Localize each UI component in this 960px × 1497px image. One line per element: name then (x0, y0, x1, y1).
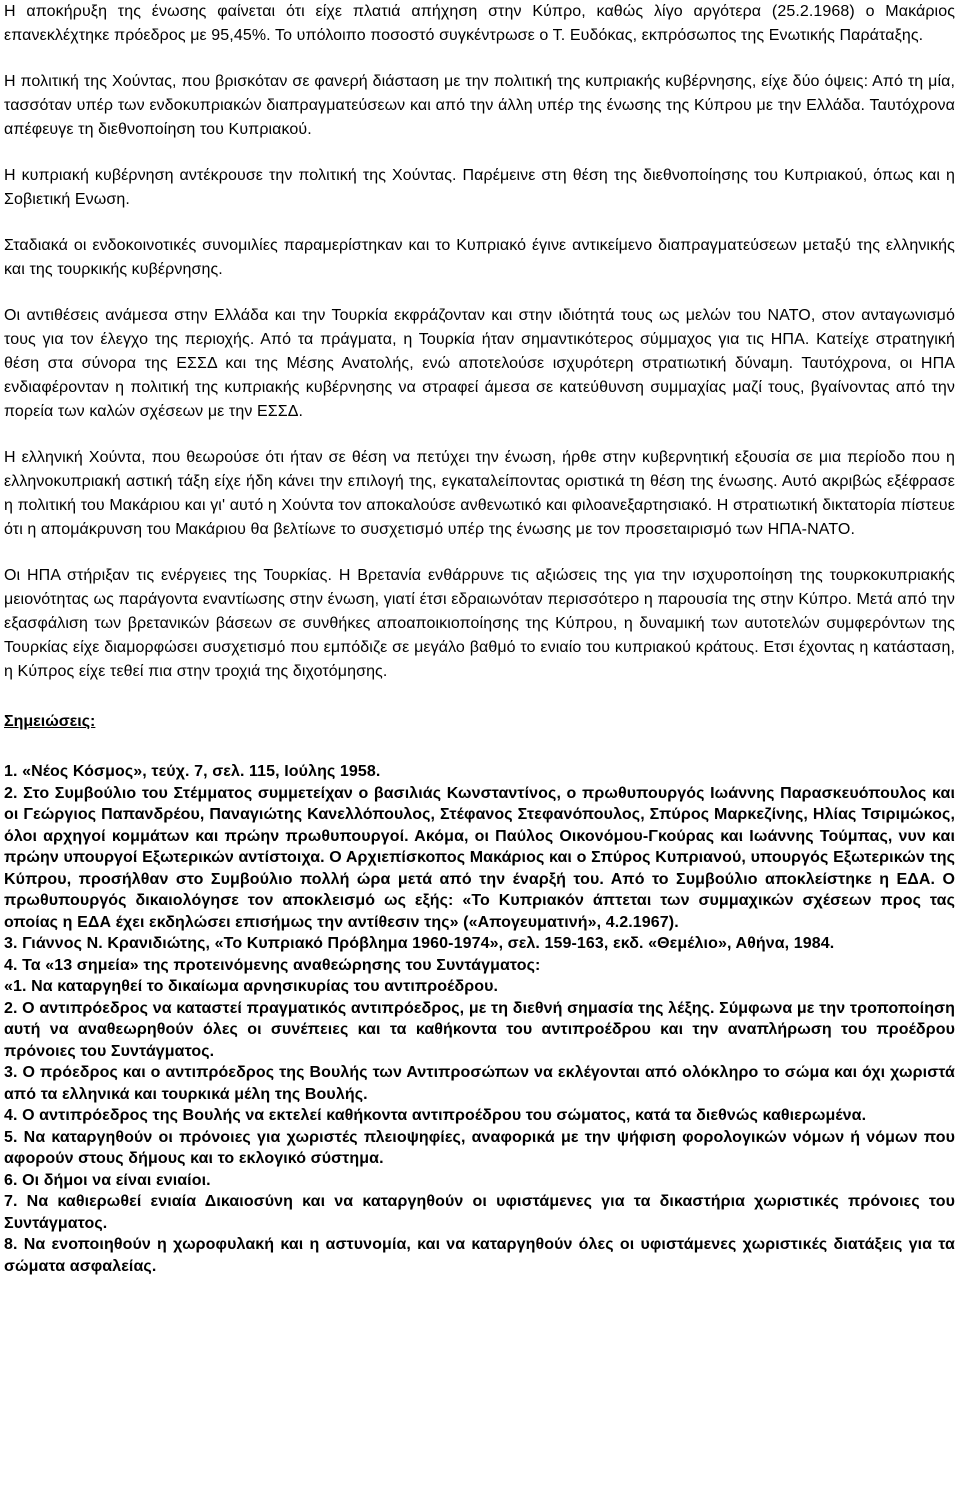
notes-list (4, 761, 955, 1277)
notes-heading: Σημειώσεις: (4, 713, 96, 730)
note-4-item-4: 4. Ο αντιπρόεδρος της Βουλής να εκτελεί καθήκοντα αντιπροέδρου του σώματος, κατά τα διεθνώς καθιερωμένα. (4, 1107, 867, 1124)
note-1: 1. «Νέος Κόσμος», τεύχ. 7, σελ. 115, Ιούλης 1958. (4, 763, 381, 780)
note-3: 3. Γιάννος Ν. Κρανιδιώτης, «Το Κυπριακό Πρόβλημα 1960-1974», σελ. 159-163, εκδ. «Θεμέλιο», Αθήνα, 1984. (4, 935, 835, 952)
note-4: 4. Τα «13 σημεία» της προτεινόμενης αναθεώρησης του Συντάγματος: (4, 956, 541, 974)
paragraph-5: Οι αντιθέσεις ανάμεσα στην Ελλάδα και την Τουρκία εκφράζονταν και στην ιδιότητά τους ως μελών του ΝΑΤΟ, στον ανταγωνισμό τους για τον έλεγχο της περιοχής. Από τα πράγματα, η Τουρκία ήταν σημαντικότερος σύμμαχος για τις ΗΠΑ. Κατείχε στρατηγική θέση στα σύνορα της ΕΣΣΔ και της Μέσης Ανατολής, ενώ αποτελούσε ισχυρότερη στρατιωτική δύναμη. Ταυτόχρονα, οι ΗΠΑ ενδιαφέρονταν η πολιτική της κυπριακής κυβέρνησης να στραφεί άμεσα σε κατεύθυνση συμμαχίας μαζί τους, βγαίνοντας από την πορεία των καλών σχέσεων με την ΕΣΣΔ. (4, 307, 955, 420)
paragraph-4: Σταδιακά οι ενδοκοινοτικές συνομιλίες παραμερίστηκαν και το Κυπριακό έγινε αντικείμενο διαπραγματεύσεων μεταξύ της ελληνικής και της τουρκικής κυβέρνησης. (4, 237, 955, 278)
note-4-item-2: 2. Ο αντιπρόεδρος να καταστεί πραγματικός αντιπρόεδρος, με τη διεθνή σημασία της λέξης. Σύμφωνα με την τροποποίηση αυτή να αναθεωρηθούν όλες οι συνέπειες και τα καθήκοντα του αντιπροέδρου και την αναπλήρωση του προέδρου πρόνοιες του Συντάγματος. (4, 999, 955, 1060)
note-4-item-3: 3. Ο πρόεδρος και ο αντιπρόεδρος της Βουλής των Αντιπροσώπων να εκλέγονται από ολόκληρο το σώμα και όχι χωριστά από τα ελληνικά και τουρκικά μέλη της Βουλής. (4, 1064, 955, 1103)
paragraph-7: Οι ΗΠΑ στήριξαν τις ενέργειες της Τουρκίας. Η Βρετανία ενθάρρυνε τις αξιώσεις της για την ισχυροποίηση της τουρκοκυπριακής μειονότητας ως παράγοντα εναντίωσης στην ένωση, γιατί έτσι εδραιωνόταν περισσότερο η παρουσία της στην Κύπρο. Μετά από την εξασφάλιση των βρετανικών βάσεων σε συνθήκες αποαποικιοποίησης της Κύπρου, η δυναμική των αυτοτελών συμφερόντων της Τουρκίας είχε διαμορφώσει συσχετισμό που εμπόδιζε σε μεγάλο βαθμό το ενιαίο του κυπριακού κράτους. Ετσι έχοντας η κατάσταση, η Κύπρος είχε τεθεί πια στην τροχιά της διχοτόμησης. (4, 567, 955, 680)
note-4-item-7: 7. Να καθιερωθεί ενιαία Δικαιοσύνη και να καταργηθούν οι υφιστάμενες για τα δικαστήρια χωριστικές πρόνοιες του Συντάγματος. (4, 1193, 955, 1232)
document-page (4, 0, 955, 1277)
note-2: 2. Στο Συμβούλιο του Στέμματος συμμετείχαν ο βασιλιάς Κωνσταντίνος, ο πρωθυπουργός Ιωάννης Παρασκευόπουλος και οι Γεώργιος Παπανδρέου, Παναγιώτης Κανελλόπουλος, Στέφανος Στεφανόπουλος, Σπύρος Μαρκεζίνης, Ηλίας Τσιριμώκος, όλοι αρχηγοί κομμάτων και πρώην πρωθυπουργοί. Ακόμα, οι Παύλος Οικονόμου-Γκούρας και Ιωάννης Τούμπας, νυν και πρώην υπουργοί Εξωτερικών αντίστοιχα. Ο Αρχιεπίσκοπος Μακάριος και ο Σπύρος Κυπριανού, υπουργός Εξωτερικών της Κύπρου, προσήλθαν στο Συμβούλιο πολλή ώρα μετά από την έναρξή του. Από το Συμβούλιο αποκλείστηκε η ΕΔΑ. Ο πρωθυπουργός δικαιολόγησε τον αποκλεισμό ως εξής: «Το Κυπριακόν άπτεται των συμμαχικών σχέσεων προς τας οποίας η ΕΔΑ έχει εκδηλώσει επισήμως την αντίθεσιν της» («Απογευματινή», 4.2.1967). (4, 784, 955, 931)
note-4-item-6: 6. Οι δήμοι να είναι ενιαίοι. (4, 1171, 211, 1189)
paragraph-1: Η αποκήρυξη της ένωσης φαίνεται ότι είχε πλατιά απήχηση στην Κύπρο, καθώς λίγο αργότερα (25.2.1968) ο Μακάριος επανεκλέχτηκε πρόεδρος με 95,45%. Το υπόλοιπο ποσοστό συγκέντρωσε ο Τ. Ευδόκας, εκπρόσωπος της Ενωτικής Παράταξης. (4, 3, 955, 44)
note-4-item-1: «1. Να καταργηθεί το δικαίωμα αρνησικυρίας του αντιπροέδρου. (4, 978, 499, 995)
paragraph-6: Η ελληνική Χούντα, που θεωρούσε ότι ήταν σε θέση να πετύχει την ένωση, ήρθε στην κυβερνητική εξουσία σε μια περίοδο που η ελληνοκυπριακή αστική τάξη είχε ήδη κάνει την επιλογή της, εγκαταλείποντας οριστικά τη θέση της ένωσης. Αυτό ακριβώς εξέφρασε η πολιτική του Μακάριου και γι' αυτό η Χούντα τον αποκαλούσε ανθενωτικό και φιλοανεξαρτησιακό. Η στρατιωτική δικτατορία πίστευε ότι η απομάκρυνση του Μακάριου θα βελτίωνε το συσχετισμό υπέρ της ένωσης με τον προσεταιρισμό των ΗΠΑ-ΝΑΤΟ. (4, 449, 955, 538)
paragraph-3: Η κυπριακή κυβέρνηση αντέκρουσε την πολιτική της Χούντας. Παρέμεινε στη θέση της διεθνοποίησης του Κυπριακού, όπως και η Σοβιετική Ενωση. (4, 167, 955, 208)
paragraph-2: Η πολιτική της Χούντας, που βρισκόταν σε φανερή διάσταση με την πολιτική της κυπριακής κυβέρνησης, είχε δύο όψεις: Από τη μία, τασσόταν υπέρ των ενδοκυπριακών διαπραγματεύσεων και από την άλλη υπέρ της ένωσης της Κύπρου με την Ελλάδα. Ταυτόχρονα απέφευγε τη διεθνοποίηση του Κυπριακού. (4, 73, 955, 138)
note-4-item-5: 5. Να καταργηθούν οι πρόνοιες για χωριστές πλειοψηφίες, αναφορικά με την ψήφιση φορολογικών νόμων ή νόμων που αφορούν στους δήμους και το εκλογικό σύστημα. (4, 1128, 955, 1167)
note-4-item-8: 8. Να ενοποιηθούν η χωροφυλακή και η αστυνομία, και να καταργηθούν όλες οι υφιστάμενες χωριστικές διατάξεις για τα σώματα ασφαλείας. (4, 1236, 955, 1275)
